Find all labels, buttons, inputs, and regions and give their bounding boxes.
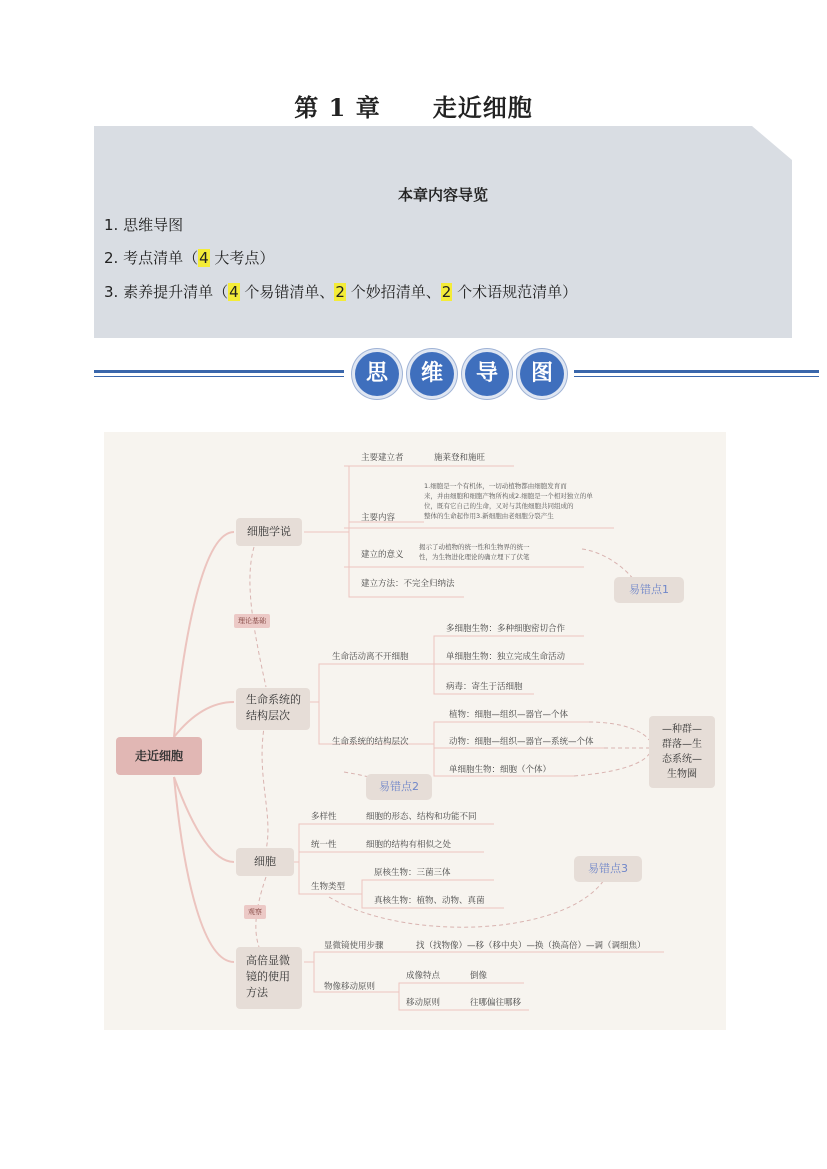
banner-char-1: 思 (355, 352, 399, 396)
unicell-levels: 单细胞生物：细胞（个体） (449, 765, 552, 775)
plant-levels: 植物：细胞—组织—器官—个体 (449, 710, 569, 720)
method-text: 建立方法：不完全归纳法 (361, 579, 455, 589)
animal-levels: 动物：细胞—组织—器官—系统—个体 (449, 737, 594, 747)
eukaryote: 真核生物：植物、动物、真菌 (374, 896, 485, 906)
folded-corner (752, 126, 792, 160)
prokaryote: 原核生物：三菌三体 (374, 868, 451, 878)
banner-line-left (94, 370, 344, 373)
root-node: 走近细胞 (116, 737, 202, 775)
founder-label: 主要建立者 (361, 453, 404, 463)
node-ecosystem: —种群— 群落—生 态系统— 生物圈 (649, 716, 715, 788)
mind-map (104, 432, 726, 1030)
founder-value: 施莱登和施旺 (434, 453, 486, 463)
diversity-value: 细胞的形态、结构和功能不同 (366, 812, 477, 822)
unicellular: 单细胞生物：独立完成生命活动 (446, 652, 566, 662)
diversity-label: 多样性 (311, 812, 337, 822)
node-cell-theory: 细胞学说 (236, 518, 302, 546)
tag-theory-basis: 理论基础 (234, 614, 270, 628)
virus: 病毒：寄生于活细胞 (446, 682, 523, 692)
move-rule-label: 移动原则 (406, 998, 441, 1008)
banner-char-2: 维 (410, 352, 454, 396)
error-point-3: 易错点3 (574, 856, 642, 882)
levels-label: 生命系统的结构层次 (332, 737, 409, 747)
banner-char-4: 图 (520, 352, 564, 396)
chapter-number: 第 1 章 (294, 93, 381, 122)
guide-item-mindmap: 1. 思维导图 (104, 216, 184, 234)
imaging-label: 成像特点 (406, 971, 441, 981)
node-cell: 细胞 (236, 848, 294, 876)
content-text: 1.细胞是一个有机体，一切动植物都由细胞发育而 来，并由细胞和细胞产物所构成2.细胞是一个相对独立的单 位，既有它自己的生命，又对与其他细胞共同组成的 整体的生命起作用3.新细胞由老细胞分裂产生 (424, 482, 593, 520)
meaning-text: 揭示了动植物的统一性和生物界的统一 性，为生物进化理论的确立埋下了伏笔 (419, 543, 530, 561)
node-life-levels: 生命系统的 结构层次 (236, 688, 310, 730)
chapter-name: 走近细胞 (432, 93, 533, 122)
error-point-2: 易错点2 (366, 774, 432, 800)
banner-line-left-thin (94, 376, 344, 377)
guide-item-exam-points: 2. 考点清单（4 大考点） (104, 249, 275, 267)
imaging-value: 倒像 (470, 971, 488, 981)
steps-label: 显微镜使用步骤 (324, 941, 384, 951)
unity-label: 统一性 (311, 840, 337, 850)
steps-value: 找（找物像）—移（移中央）—换（换高倍）—调（调细焦） (416, 941, 646, 951)
page-title (0, 88, 827, 123)
node-microscope: 高倍显微 镜的使用 方法 (236, 947, 302, 1009)
move-rule-value: 往哪偏往哪移 (470, 998, 522, 1008)
chapter-guide-box (94, 126, 792, 338)
multicellular: 多细胞生物：多种细胞密切合作 (446, 624, 566, 634)
banner-line-right (574, 370, 819, 373)
unity-value: 细胞的结构有相似之处 (366, 840, 452, 850)
content-label: 主要内容 (361, 513, 396, 523)
move-principle-label: 物像移动原则 (324, 982, 376, 992)
tag-observe: 观察 (244, 905, 266, 919)
guide-item-literacy: 3. 素养提升清单（4 个易错清单、2 个妙招清单、2 个术语规范清单） (104, 283, 578, 301)
meaning-label: 建立的意义 (361, 550, 404, 560)
error-point-1: 易错点1 (614, 577, 684, 603)
banner-line-right-thin (574, 376, 819, 377)
guide-heading: 本章内容导览 (397, 186, 488, 204)
banner-char-3: 导 (465, 352, 509, 396)
life-activity-label: 生命活动离不开细胞 (332, 652, 409, 662)
types-label: 生物类型 (311, 882, 346, 892)
